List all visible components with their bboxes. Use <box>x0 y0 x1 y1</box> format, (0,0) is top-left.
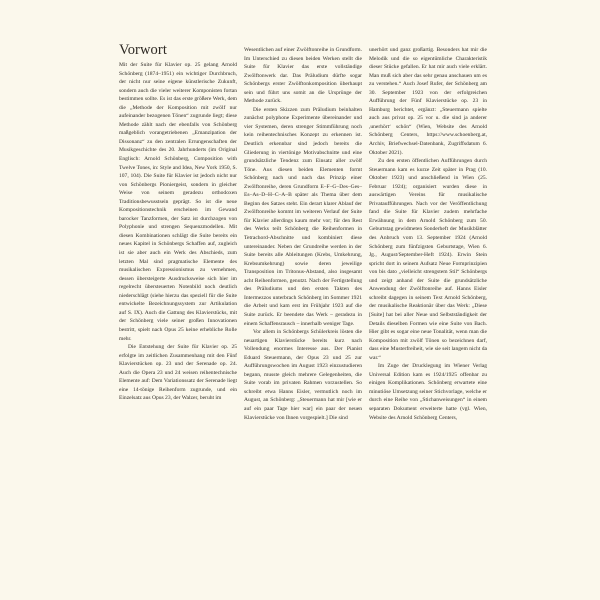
page-title: Vorwort <box>119 42 167 58</box>
text-column-1 <box>119 61 237 403</box>
paragraph: Vor allem in Schönbergs Schülerkreis lösten die neuartigen Klavierstücke bereits kurz nach Vollendung enormes Interesse aus. Der Pianist Eduard Steuermann, der Opus 23 und 25 zur Aufführungswochen im August 1923 einzustudieren begann, musste gleich mehrere Gelegenheiten, die Suite vorab im privaten Rahmen vorzustellen. So schreibt etwa Hanns Eisler, vermutlich noch im August, an Schönberg: „Steuermann hat mir [wie er auf ein paar Tage hier war] ein paar der neuen Klavierstücke von Ihnen vorgespielt.] Die sind <box>244 329 362 421</box>
paragraph: Mit der Suite für Klavier op. 25 gelang Arnold Schönberg (1874–1951) ein wichtiger Durchbruch, der nicht nur seine eigene künstlerische Zukunft, sondern auch die vieler weiterer Komponisten fortan bestimmen sollte. Es ist das erste größere Werk, dem die „Methode der Komposition mit zwölf nur aufeinander bezogenen Tönen“ zugrunde liegt; diese Methode zählt nach der ebenfalls von Schönberg maßgeblich vorangetriebenen „Emanzipation der Dissonanz“ zu den zentralen Errungenschaften der Musikgeschichte des 20. Jahrhunderts (im Original Englisch: Arnold Schönberg, Composition with Twelve Tones, in: Style and Idea, New York 1950, S. 107, 104). Die Suite für Klavier ist jedoch nicht nur von Schönbergs Pioniergeist, sondern in gleicher Weise von seinem geradezu orthodoxen Traditionsbewusstsein geprägt. So ist die neue Kompositionstechnik erscheinen im Gewand barocker Tanzformen, der Satz ist durchzogen von Polyphonie und strengen Sequenzmodellen. Mit diesen Kombinationen schlägt die Suite bereits ein neues Kapitel in Schönbergs Schaffen auf, zugleich ist sie aber auch ein Werk des Abschieds, zum letzten Mal sind pragmatische Elemente des musikalischen Expressionismus zu vernehmen, dessen übersteigerte Ausdrucksweise sich hier im regelrecht übersteuerten Notenbild noch deutlich niederschlägt (siehe hierzu das speziell für die Suite entwickelte Bezeichnungssystem zur Artikulation auf S. IX). Auch die Gattung des Klavierstücks, mit der Schönberg viele seiner großen Innovationen bestritt, spielt nach Opus 25 keine erhebliche Rolle mehr. <box>119 62 237 342</box>
paragraph: Zu den ersten öffentlichen Aufführungen durch Steuermann kam es kurze Zeit später in Prag (10. Oktober 1923) und anschließend in Wien (25. Februar 1924); organisiert wurden diese in auswärtigen Vereins für musikalische Privataufführungen. Nach vor der Veröffentlichung fand die Suite für Klavier zudem mehrfache Erwähnung in dem Arnold Schönberg zum 50. Geburtstag gewidmeten Sonderheft der Musikblätter des Anbruch vom 13. September 1924 (Arnold Schönberg zum fünfzigsten Geburtstage, Wien 6. Jg., August/September-Heft 1924). Erwin Stein spricht dort in seinem Aufsatz Neue Formprinzipien von bis dato „vielleicht strengstem Stil“ Schönbergs und zeigt anhand der Suite die grundsätzliche Anwendung der Zwölftonreihe auf. Hanns Eisler schreibt dagegen in seinem Text Arnold Schönberg, der musikalische Reaktionär über das Werk: „Diese [Suite] hat bei aller Neue und Selbstständigkeit der Details dieselben Formen wie eine Suite von Bach. Hier gibt es sogar eine neue Tonalität, wenn man die Komposition mit zwölf Tönen so bezeichnen darf, dass eine Musterfreiheit, wie sie seit langem nicht da war.“ <box>369 158 487 361</box>
paragraph: unerhört und ganz großartig. Besonders hat mir die Melodik und die so eigentümliche Charakteristik dieser Stücke gefallen. Er hat mir auch viele erklärt. Man muß sich aber das sehr genau anschauen um es zu verstehen.“ Auch Josef Rufer, der Schönberg am 30. September 1923 von der erfolgreichen Aufführung der Fünf Klavierstücke op. 23 in Hamburg berichtet, ergänzt: „Steuermann spielte auch aus privat op. 25 vor u. die sind ja anderer ,unerhört‘ schön“ (Wien, Website des Arnold Schönberg Centers, https://www.schoenberg.at, Archiv, Briefwechsel-Datenbank, Zugriffsdatum 6. Oktober 2021). <box>369 47 487 156</box>
paragraph: Im Zuge der Drucklegung im Wiener Verlag Universal Edition kam es 1924/1925 offenbar zu einigen Komplikationen. Schönberg erwartete eine minutiöse Umsetzung seiner Stichvorlage, welche er durch eine Reihe von „Stichanweisungen“ in einem separaten Dokument erweiterte hatte (vgl. Wien, Website des Arnold Schönberg Centers, <box>369 363 487 421</box>
paragraph: Die ersten Skizzen zum Präludium beinhalten zunächst polyphone Experimente übereinander und vier Systemen, deren strenger Stimmführung noch kein reihentechnisches Konzept zu erkennen ist. Deutlich erkennbar sind jedoch bereits die Gliederung in viertönige Motivabschnitte und eine grundsätzliche Tendenz zum Einsatz aller zwölf Töne. Aus diesen beiden Elementen formt Schönberg nach und nach das Prinzip einer Zwölftonreihe, deren Grundform E–F–G–Des–Ges–Es–As–D–H–C–A–B später als Thema über dem Beginn des Satzes steht. Ein derart klarer Ablauf der Zwölftonreihe kommt im weiteren Verlauf der Suite für Klavier allerdings kaum mehr vor; für den Rest des Werks teilt Schönberg die Reihenformen in Tetrachord-Abschnitte und kombiniert diese untereinander. Neben der Grundreihe werden in der Suite bereits alle Ableitungen (Krebs, Umkehrung, Krebsumkehrung) sowie deren jeweilige Transposition im Tritonus-Abstand, also insgesamt acht Reihenformen, genutzt. Nach der Fertigstellung des Präludiums und den ersten Takten des Intermezzos unterbrach Schönberg im Sommer 1921 die Arbeit und kam erst im Frühjahr 1923 auf die Suite zurück. Er beendete das Werk – geradezu in einem Schaffensrausch – innerhalb weniger Tage. <box>244 106 362 327</box>
paragraph: Die Entstehung der Suite für Klavier op. 25 erfolgte im zeitlichen Zusammenhang mit den Fünf Klavierstücken op. 23 und der Serenade op. 24. Auch die Opera 23 und 24 weisen reihentechnische Elemente auf: Dem Variationssatz der Serenade liegt eine 14-tönige Reihenform zugrunde, und ein Einzelsatz aus Opus 23, der Walzer, beruht im <box>119 344 237 402</box>
text-column-3 <box>369 46 487 422</box>
text-column-2 <box>244 46 362 422</box>
paragraph: Wesentlichen auf einer Zwölftonreihe in Grundform. Im Unterschied zu diesen beiden Werken stellt die Suite für Klavier das erste vollständige Zwölftonwerk dar. Das Präludium dürfte sogar Schönbergs erster Zwölftonkomposition überhaupt sein und führt uns somit an die Ursprünge der Methode zurück. <box>244 47 362 105</box>
